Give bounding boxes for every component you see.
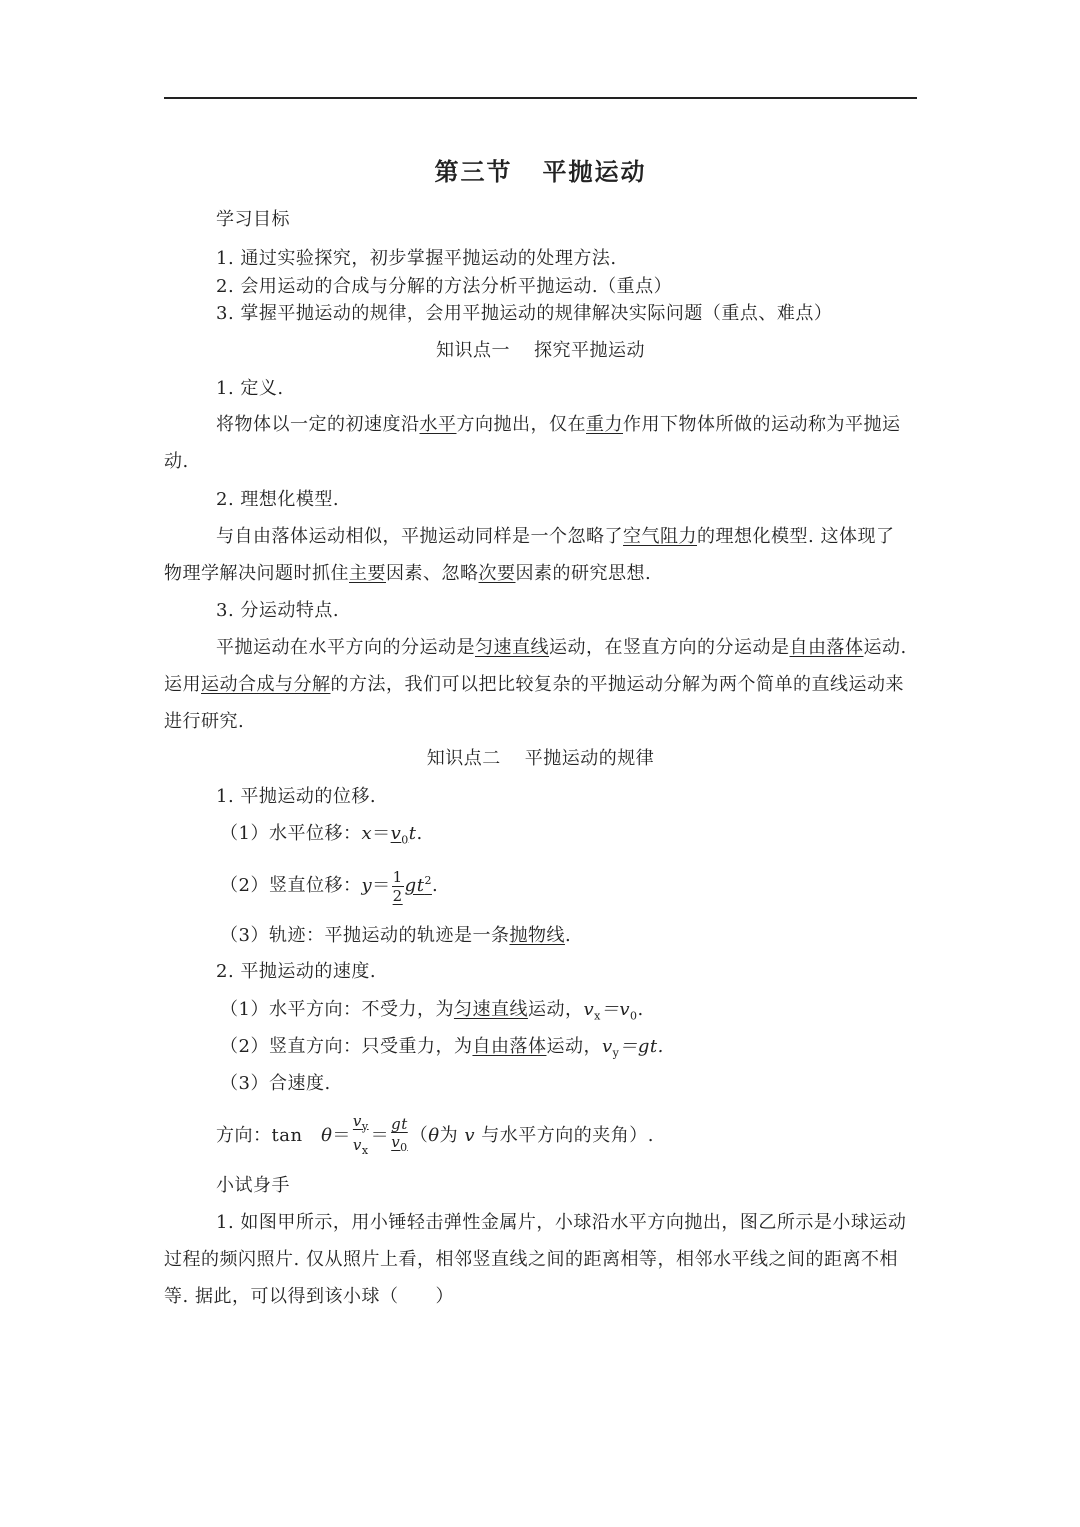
practice-question-line-2: 过程的频闪照片. 仅从照片上看，相邻竖直线之间的距离相等，相邻水平线之间的距离不相 (164, 1249, 898, 1270)
displacement-title: 1. 平抛运动的位移. (216, 786, 377, 807)
objectives-heading: 学习目标 (216, 209, 290, 230)
blank-answer: 空气阻力 (623, 526, 697, 547)
resultant-velocity-title: （3）合速度. (220, 1073, 331, 1094)
blank-answer: 水平 (419, 414, 457, 435)
model-text-cont: 物理学解决问题时抓住主要因素、忽略次要因素的研究思想. (164, 563, 652, 584)
header-rule (164, 97, 917, 99)
practice-question-line-1: 1. 如图甲所示，用小锤轻击弹性金属片，小球沿水平方向抛出，图乙所示是小球运动 (216, 1212, 907, 1233)
horizontal-velocity: （1）水平方向：不受力，为匀速直线运动，$v_x=v_0$. (220, 999, 644, 1023)
formula-blank: $v_0$ (390, 823, 409, 847)
section-heading-1: 知识点一 探究平抛运动 (436, 340, 645, 361)
blank-answer: 自由落体 (789, 637, 864, 658)
fraction-vy-vx: $v_y$ $v_x$ (352, 1112, 369, 1157)
page-title (164, 157, 917, 186)
definition-text: 将物体以一定的初速度沿水平方向抛出，仅在重力作用下物体所做的运动称为平抛运 (216, 414, 901, 435)
fraction-gt-v0: gt $v_0$ (391, 1115, 408, 1154)
blank-answer: 运动合成与分解 (201, 674, 331, 695)
fraction-half: $\frac{1}{2}$ (392, 867, 403, 905)
model-title: 2. 理想化模型. (216, 489, 340, 510)
practice-question-line-3: 等. 据此，可以得到该小球（ ） (164, 1286, 454, 1307)
velocity-direction: 方向：tan θ＝ $v_y$ $v_x$ ＝ gt $v_0$ （θ为 v 与水平方向的夹角）. (216, 1112, 654, 1160)
component-text-cont: 运用运动合成与分解的方法，我们可以把比较复杂的平抛运动分解为两个简单的直线运动来 (164, 674, 904, 695)
vertical-displacement: （2）竖直位移：y＝ $\frac{1}{2}$ $gt^2$. (220, 867, 439, 905)
blank-answer: 主要 (349, 563, 386, 584)
blank-answer: 自由落体 (472, 1036, 547, 1057)
velocity-title: 2. 平抛运动的速度. (216, 961, 377, 982)
practice-heading: 小试身手 (216, 1175, 290, 1196)
blank-answer: 匀速直线 (475, 637, 549, 658)
title-topic: 平抛运动 (542, 157, 647, 186)
component-title: 3. 分运动特点. (216, 600, 340, 621)
definition-title: 1. 定义. (216, 378, 284, 399)
definition-text-cont: 动. (164, 451, 189, 472)
objective-item-3: 3. 掌握平抛运动的规律，会用平抛运动的规律解决实际问题（重点、难点） (216, 303, 833, 324)
objective-item-1: 1. 通过实验探究，初步掌握平抛运动的处理方法. (216, 248, 617, 269)
component-text-end: 进行研究. (164, 711, 245, 732)
vertical-velocity: （2）竖直方向：只受重力，为自由落体运动，$v_y=gt$. (220, 1036, 664, 1060)
title-section: 第三节 (434, 157, 513, 186)
horizontal-displacement: （1）水平位移：$x=v_0t$. (220, 823, 423, 847)
blank-answer: 重力 (586, 414, 623, 435)
trajectory: （3）轨迹：平抛运动的轨迹是一条抛物线. (220, 925, 572, 946)
blank-answer: 匀速直线 (453, 999, 528, 1020)
objective-item-2: 2. 会用运动的合成与分解的方法分析平抛运动.（重点） (216, 276, 673, 297)
component-text: 平抛运动在水平方向的分运动是匀速直线运动，在竖直方向的分运动是自由落体运动. (216, 637, 907, 658)
formula-blank: $gt^2$ (404, 874, 432, 896)
section-heading-2: 知识点二 平抛运动的规律 (426, 748, 655, 769)
blank-answer: 次要 (478, 563, 516, 584)
model-text: 与自由落体运动相似，平抛运动同样是一个忽略了空气阻力的理想化模型. 这体现了 (216, 526, 895, 547)
blank-answer: 抛物线 (509, 925, 565, 946)
